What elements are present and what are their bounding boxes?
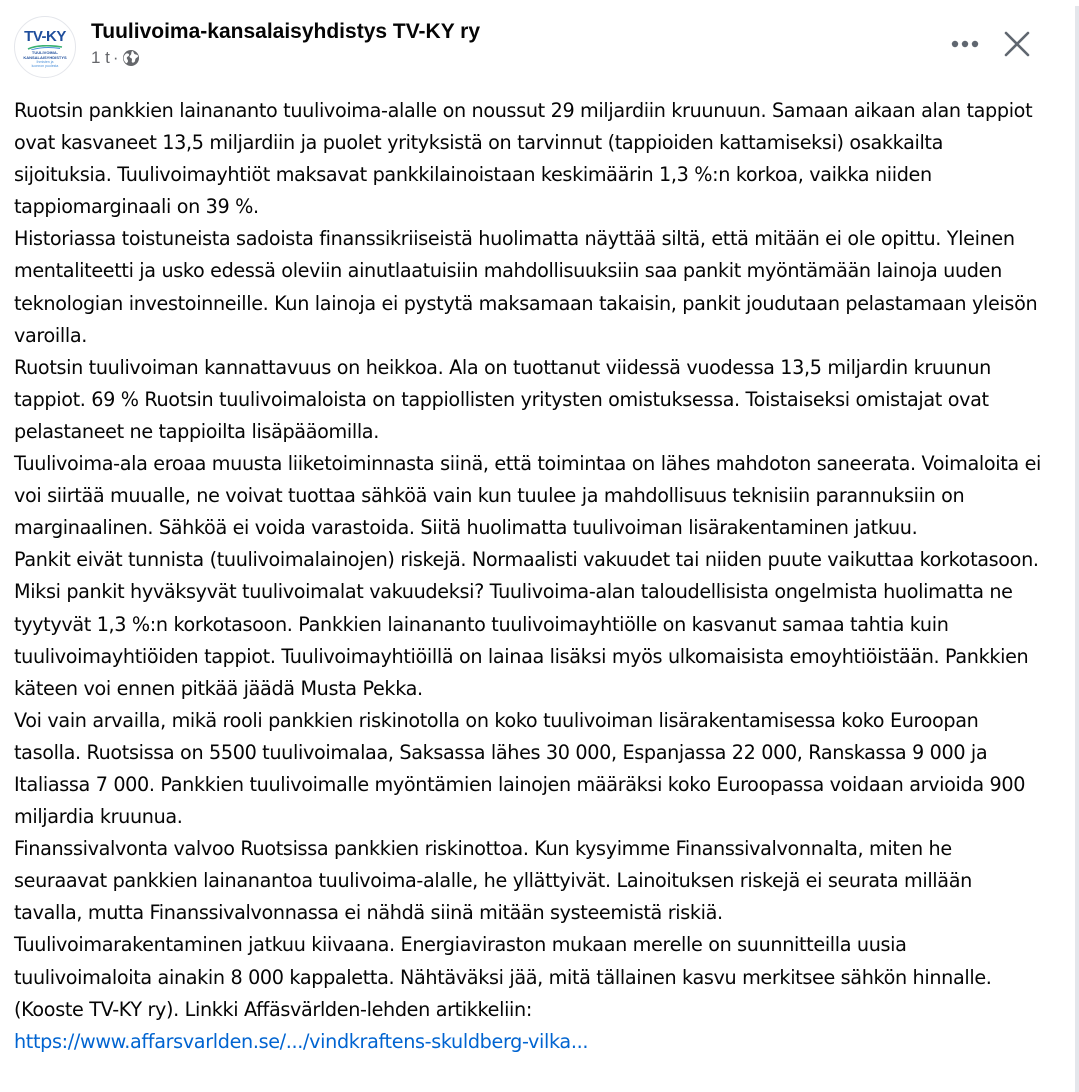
post-actions <box>945 26 1035 62</box>
post-paragraph: Ruotsin tuulivoiman kannattavuus on heikkoa. Ala on tuottanut viidessä vuodessa 13,5 miljardin kruunun tappiot. 69 % Ruotsin tuulivoimaloista on tappiollisten yritysten omistuksessa. Toistaiseksi omistajat ovat pelastaneet ne tappioilta lisäpääomilla. <box>14 355 991 443</box>
post-paragraph: Finanssivalvonta valvoo Ruotsissa pankkien riskinottoa. Kun kysyimme Finanssivalvonnalta, miten he seuraavat pankkien lainanantoa tuulivoima-alalle, he yllättyivät. Lainoituksen riskejä ei seurata millään tavalla, mutta Finanssivalvonnassa ei nähdä siinä mitään systeemistä riskiä. <box>14 837 972 925</box>
post-header <box>14 16 480 80</box>
more-horizontal-icon <box>951 40 979 48</box>
article-link[interactable]: https://www.affarsvarlden.se/.../vindkraftens-skuldberg-vilka... <box>14 1029 589 1053</box>
post-paragraph: Voi vain arvailla, mikä rooli pankkien riskinotolla on koko tuulivoiman lisärakentamisessa koko Euroopan tasolla. Ruotsissa on 5500 tuulivoimalaa, Saksassa lähes 30 000, Espanjassa 22 000, Ranskassa 9 000 ja Italiassa 7 000. Pankkien tuulivoimalle myöntämien lainojen määräksi koko Euroopassa voidaan arvioida 900 miljardia kruunua. <box>14 708 1026 829</box>
article-link-line <box>14 1026 1044 1058</box>
avatar-line-4: luonnon puolesta <box>31 63 59 68</box>
post-paragraph: Tuulivoima-ala eroaa muusta liiketoiminnasta siinä, että toimintaa on lähes mahdoton saneerata. Voimaloita ei voi siirtää muualle, ne voivat tuottaa sähköä vain kun tuulee ja mahdollisuus teknisiin parannuksiin on marginaalinen. Sähköä ei voida varastoida. Siitä huolimatta tuulivoiman lisärakentaminen jatkuu. <box>14 452 1042 540</box>
post-paragraph: Historiassa toistuneista sadoista finanssikriiseistä huolimatta näyttää siltä, että mitään ei ole opittu. Yleinen mentaliteetti ja usko edessä oleviin ainutlaatuisiin mahdollisuuksiin saa pankit myöntämään lainoja uuden teknologian investoinneille. Kun lainoja ei pystytä maksamaan takaisin, pankit joudutaan pelastamaan yleisön varoilla. <box>14 227 1038 347</box>
post-paragraph: Ruotsin pankkien lainananto tuulivoima-alalle on noussut 29 miljardiin kruunuun. Samaan aikaan alan tappiot ovat kasvaneet 13,5 miljardiin ja puolet yrityksistä on tarvinnut (tappioiden kattamiseksi) osakkailta sijoituksia. Tuulivoimayhtiöt maksavat pankkilainoistaan keskimäärin 1,3 %:n korkoa, vaikka niiden tappiomarginaali on 39 %. <box>14 99 1033 219</box>
page-name-link[interactable]: Tuulivoima-kansalaisyhdistys TV-KY ry <box>91 20 481 43</box>
meta-separator: · <box>112 48 119 67</box>
avatar-line-1: TUULIVOIMA- <box>31 49 59 55</box>
more-options-button[interactable] <box>945 26 985 62</box>
scrollbar[interactable] <box>1075 6 1079 1092</box>
post-paragraph: Tuulivoimarakentaminen jatkuu kiivaana. Energiaviraston mukaan merelle on suunnitteilla uusia tuulivoimaloita ainakin 8 000 kappaletta. Nähtäväksi jää, mitä tällainen kasvu merkitsee sähkön hinnalle. (Kooste TV-KY ry). Linkki Affäsvärlden-lehden artikkeliin: <box>14 933 992 1021</box>
header-text <box>91 19 480 68</box>
post-meta <box>91 48 480 68</box>
avatar[interactable] <box>14 16 76 78</box>
close-button[interactable] <box>999 26 1035 62</box>
close-icon <box>1004 31 1030 57</box>
avatar-line-2: KANSALAISYHDISTYS <box>23 54 67 60</box>
post-timestamp[interactable]: 1 t <box>91 48 110 67</box>
avatar-line-3: Ihmisten ja <box>36 59 54 64</box>
post-paragraph: Pankit eivät tunnista (tuulivoimalainojen) riskejä. Normaalisti vakuudet tai niiden puute vaikuttaa korkotasoon. Miksi pankit hyväksyvät tuulivoimalat vakuudeksi? Tuulivoima-alan taloudellisista ongelmista huolimatta ne tyytyvät 1,3 %:n korkotasoon. Pankkien lainananto tuulivoimayhtiölle on kasvanut samaa tahtia kuin tuulivoimayhtiöiden tappiot. Tuulivoimayhtiöillä on lainaa lisäksi myös ulkomaisista emoyhtiöistään. Pankkien käteen voi ennen pitkää jäädä Musta Pekka. <box>14 548 1039 700</box>
avatar-logo-text: TV-KY <box>24 27 66 45</box>
post-body <box>14 95 1044 1058</box>
globe-icon[interactable] <box>122 49 140 67</box>
